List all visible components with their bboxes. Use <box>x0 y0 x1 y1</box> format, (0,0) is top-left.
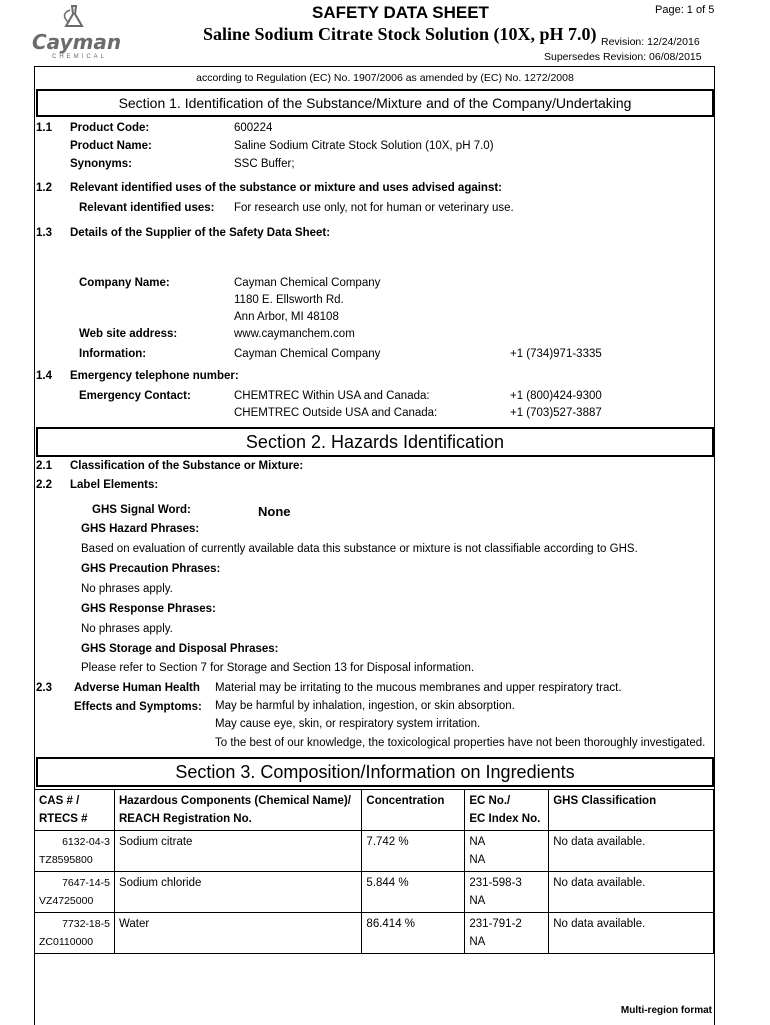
precaution-phrases-label: GHS Precaution Phrases: <box>81 563 221 575</box>
signal-word-label: GHS Signal Word: <box>92 504 191 516</box>
section-3-heading: Section 3. Composition/Information on Ingredients <box>36 757 714 787</box>
ghs-classification: No data available. <box>549 913 714 954</box>
ghs-classification: No data available. <box>549 831 714 872</box>
document-title: SAFETY DATA SHEET <box>312 3 489 22</box>
information-label: Information: <box>79 348 147 360</box>
response-phrases-label: GHS Response Phrases: <box>81 603 216 615</box>
header-text: Hazardous Components (Chemical Name)/ <box>118 795 351 807</box>
hazard-phrases-label: GHS Hazard Phrases: <box>81 523 200 535</box>
header-text: RTECS # <box>39 813 88 825</box>
item-number: 1.1 <box>36 122 52 134</box>
emergency-label: Emergency Contact: <box>79 390 191 402</box>
table-row <box>35 913 714 954</box>
company-line: 1180 E. Ellsworth Rd. <box>234 294 344 306</box>
adverse-effects-label: Effects and Symptoms: <box>74 701 202 713</box>
regulation-note: according to Regulation (EC) No. 1907/2006 as amended by (EC) No. 1272/2008 <box>196 72 574 84</box>
supersedes-date: Supersedes Revision: 06/08/2015 <box>544 51 702 63</box>
table-row <box>35 872 714 913</box>
uses-heading: Relevant identified uses of the substance or mixture and uses advised against: <box>70 182 503 194</box>
header-text: EC No./ <box>469 795 511 807</box>
company-name-label: Company Name: <box>79 277 170 289</box>
emergency-phone: +1 (703)527-3887 <box>510 407 602 419</box>
page-number: Page: 1 of 5 <box>655 4 715 16</box>
ec-index: NA <box>469 936 486 948</box>
hazard-phrases-text: Based on evaluation of currently available data this substance or mixture is not classifiable according to GHS. <box>81 543 638 555</box>
product-code-value: 600224 <box>234 122 273 134</box>
rtecs-number: ZC0110000 <box>39 936 94 948</box>
section-1-heading: Section 1. Identification of the Substance/Mixture and of the Company/Undertaking <box>36 89 714 117</box>
ec-number: NA <box>469 836 486 848</box>
column-header-ec <box>465 790 549 831</box>
cas-number: 7732-18-5 <box>62 918 110 930</box>
table-header-row <box>35 790 714 831</box>
product-name-label: Product Name: <box>70 140 152 152</box>
uses-value: For research use only, not for human or veterinary use. <box>234 202 514 214</box>
composition-table <box>34 789 714 954</box>
precaution-phrases-text: No phrases apply. <box>81 583 173 595</box>
adverse-effect-line: Material may be irritating to the mucous membranes and upper respiratory tract. <box>215 682 622 694</box>
company-logo <box>30 4 122 62</box>
item-number: 1.2 <box>36 182 52 194</box>
column-header-cas <box>35 790 115 831</box>
classification-heading: Classification of the Substance or Mixture: <box>70 460 304 472</box>
product-title: Saline Sodium Citrate Stock Solution (10X, pH 7.0) <box>203 24 597 44</box>
uses-label: Relevant identified uses: <box>79 202 215 214</box>
company-line: Cayman Chemical Company <box>234 277 381 289</box>
storage-phrases-label: GHS Storage and Disposal Phrases: <box>81 643 279 655</box>
item-number: 2.2 <box>36 479 52 491</box>
column-header-ghs: GHS Classification <box>549 790 714 831</box>
item-number: 1.3 <box>36 227 52 239</box>
emergency-heading: Emergency telephone number: <box>70 370 239 382</box>
website-label: Web site address: <box>79 328 178 340</box>
ec-number: 231-791-2 <box>469 918 522 930</box>
concentration: 86.414 % <box>362 913 465 954</box>
section-2-heading: Section 2. Hazards Identification <box>36 427 714 457</box>
component-name: Sodium chloride <box>114 872 361 913</box>
company-line: Ann Arbor, MI 48108 <box>234 311 339 323</box>
product-name-value: Saline Sodium Citrate Stock Solution (10X, pH 7.0) <box>234 140 494 152</box>
emergency-contact: CHEMTREC Within USA and Canada: <box>234 390 430 402</box>
concentration: 7.742 % <box>362 831 465 872</box>
response-phrases-text: No phrases apply. <box>81 623 173 635</box>
adverse-effect-line: May be harmful by inhalation, ingestion, or skin absorption. <box>215 700 515 712</box>
storage-phrases-text: Please refer to Section 7 for Storage and Section 13 for Disposal information. <box>81 662 475 674</box>
rtecs-number: TZ8595800 <box>39 854 93 866</box>
synonyms-value: SSC Buffer; <box>234 158 295 170</box>
adverse-effects-label: Adverse Human Health <box>74 682 200 694</box>
signal-word-value: None <box>258 504 291 519</box>
concentration: 5.844 % <box>362 872 465 913</box>
header-text: REACH Registration No. <box>118 813 252 825</box>
logo-wordmark: Cayman <box>32 30 122 54</box>
column-header-concentration: Concentration <box>362 790 465 831</box>
supplier-heading: Details of the Supplier of the Safety Data Sheet: <box>70 227 331 239</box>
revision-date: Revision: 12/24/2016 <box>601 36 700 48</box>
table-row <box>35 831 714 872</box>
item-number: 2.3 <box>36 682 52 694</box>
synonyms-label: Synonyms: <box>70 158 132 170</box>
ec-index: NA <box>469 895 486 907</box>
information-value: Cayman Chemical Company <box>234 348 381 360</box>
component-name: Water <box>114 913 361 954</box>
product-code-label: Product Code: <box>70 122 150 134</box>
label-elements-heading: Label Elements: <box>70 479 159 491</box>
logo-subtext: CHEMICAL <box>52 54 108 60</box>
adverse-effect-line: May cause eye, skin, or respiratory system irritation. <box>215 718 481 730</box>
cas-number: 7647-14-5 <box>62 877 110 889</box>
emergency-contact: CHEMTREC Outside USA and Canada: <box>234 407 438 419</box>
item-number: 1.4 <box>36 370 52 382</box>
ec-index: NA <box>469 854 486 866</box>
component-name: Sodium citrate <box>114 831 361 872</box>
website-link[interactable]: www.caymanchem.com <box>234 328 355 340</box>
item-number: 2.1 <box>36 460 52 472</box>
header-text: EC Index No. <box>469 813 541 825</box>
cas-number: 6132-04-3 <box>62 836 110 848</box>
information-phone: +1 (734)971-3335 <box>510 348 602 360</box>
emergency-phone: +1 (800)424-9300 <box>510 390 602 402</box>
header-text: CAS # / <box>39 795 80 807</box>
ec-number: 231-598-3 <box>469 877 522 889</box>
ghs-classification: No data available. <box>549 872 714 913</box>
rtecs-number: VZ4725000 <box>39 895 94 907</box>
adverse-effect-line: To the best of our knowledge, the toxicological properties have not been thoroughly investigated. <box>215 737 706 749</box>
column-header-component <box>114 790 361 831</box>
footer-format-note: Multi-region format <box>620 1005 712 1016</box>
